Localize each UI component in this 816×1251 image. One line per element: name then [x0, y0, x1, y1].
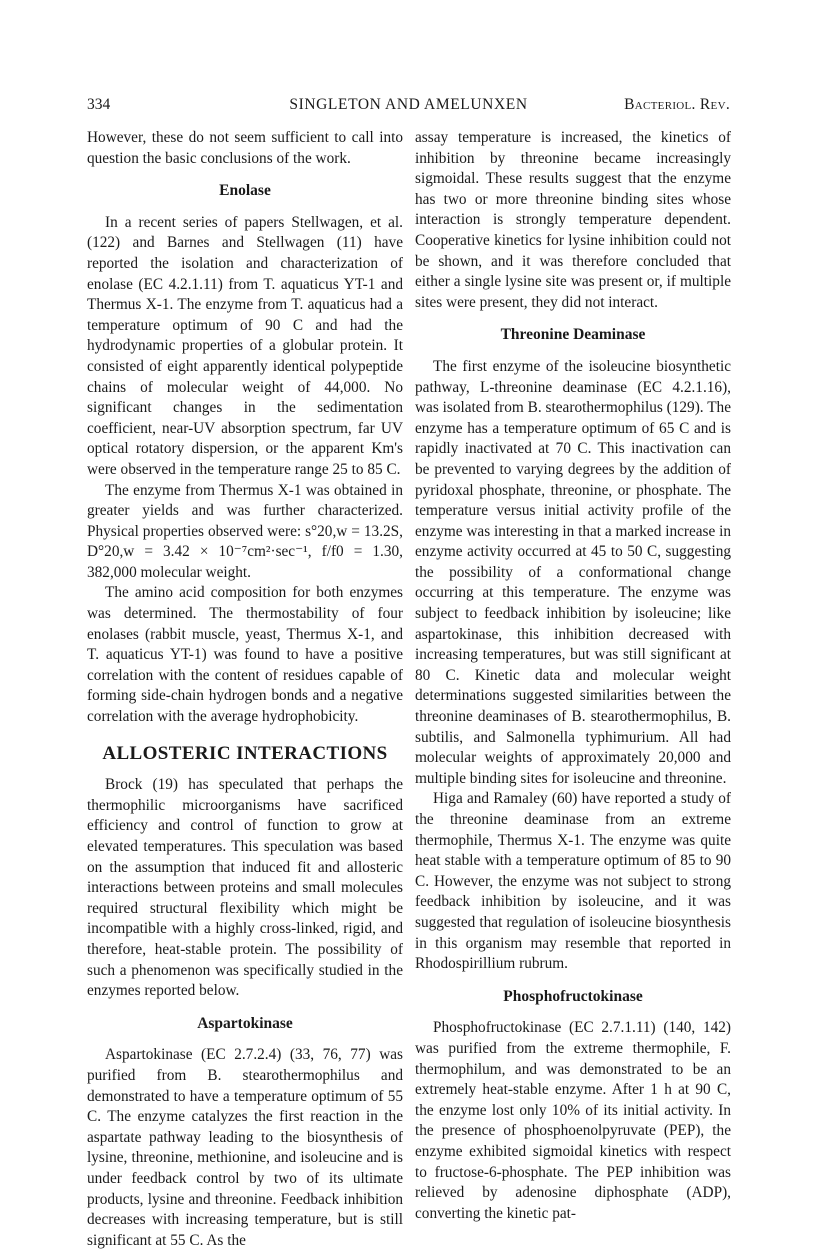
- right-column: [415, 128, 731, 1224]
- left-column: [87, 128, 403, 1251]
- section-heading-threonine-deaminase: Threonine Deaminase: [500, 326, 646, 344]
- page-number: 334: [87, 96, 111, 113]
- section-heading-enolase: Enolase: [219, 182, 271, 200]
- threonine-paragraph-2: Higa and Ramaley (60) have reported a study of the threonine deaminase from an extreme thermophile, Thermus X-1. The enzyme was quite heat stable with a temperature optimum of 85 to 90 C. However, the enzyme was not subject to strong feedback inhibition by isoleucine, and it was suggested that regulation of isoleucine biosynthesis in this organism may resemble that reported in Rhodospirillium rubrum.: [415, 790, 731, 973]
- section-heading-phosphofructokinase: Phosphofructokinase: [503, 987, 643, 1005]
- running-header: [87, 96, 730, 118]
- section-heading-allosteric: ALLOSTERIC INTERACTIONS: [102, 742, 388, 764]
- phosphofructokinase-paragraph-1: Phosphofructokinase (EC 2.7.1.11) (140, 142) was purified from the extreme thermophile, F. thermophilum, and was demonstrated to be an extremely heat-stable enzyme. After 1 h at 90 C, the enzyme lost only 10% of its initial activity. In the presence of phosphoenolpyruvate (PEP), the enzyme exhibited sigmoidal kinetics with respect to fructose-6-phosphate. The PEP inhibition was relieved by adenosine diphosphate (ADP), converting the kinetic pat-: [415, 1019, 731, 1222]
- aspartokinase-continuation: assay temperature is increased, the kinetics of inhibition by threonine became increasingly sigmoidal. These results suggest that the enzyme has two or more threonine binding sites whose interaction is strongly temperature dependent. Cooperative kinetics for lysine inhibition could not be shown, and it was therefore concluded that either a single lysine site was present or, if multiple sites were present, they did not interact.: [415, 129, 731, 311]
- journal-name: Bacteriol. Rev.: [624, 96, 730, 113]
- threonine-paragraph-1: The first enzyme of the isoleucine biosynthetic pathway, L-threonine deaminase (EC 4.2.1.16), was isolated from B. stearothermophilus (129). The enzyme has a temperature optimum of 65 C and is rapidly inactivated at 70 C. This inactivation can be prevented to varying degrees by the addition of pyridoxal phosphate, threonine, or phosphate. The temperature versus initial activity profile of the enzyme was interesting in that a marked increase in enzyme activity occurred at 45 to 50 C, suggesting the possibility of a conformational change occurring at this temperature. The enzyme was subject to feedback inhibition by isoleucine; like aspartokinase, this inhibition decreased with increasing temperatures, but was still significant at 80 C. Kinetic data and molecular weight determinations suggested similarities between the threonine deaminases of B. stearothermophilus, B. subtilis, and Salmonella typhimurium. All had molecular weights of approximately 20,000 and multiple binding sites for isoleucine and threonine.: [415, 357, 732, 787]
- allosteric-paragraph-1: Brock (19) has speculated that perhaps the thermophilic microorganisms have sacrificed efficiency and control of function to grow at elevated temperatures. This speculation was based on the assumption that induced fit and allosteric interactions between proteins and small molecules required structural flexibility which might be incompatible with a highly cross-linked, rigid, and therefore, heat-stable protein. The possibility of such a phenomenon was specifically studied in the enzymes reported below.: [87, 776, 403, 1000]
- section-heading-aspartokinase: Aspartokinase: [197, 1014, 293, 1032]
- enolase-paragraph-3: The amino acid composition for both enzymes was determined. The thermostability of four enolases (rabbit muscle, yeast, Thermus X-1, and T. aquaticus YT-1) was found to have a positive correlation with the content of residues capable of forming side-chain hydrogen bonds and a negative correlation with the average hydrophobicity.: [87, 584, 403, 726]
- intro-paragraph: However, these do not seem sufficient to call into question the basic conclusions of the work.: [87, 129, 403, 167]
- enolase-paragraph-1: In a recent series of papers Stellwagen, et al. (122) and Barnes and Stellwagen (11) have reported the isolation and characterization of enolase (EC 4.2.1.11) from T. aquaticus YT-1 and Thermus X-1. The enzyme from T. aquaticus had a temperature optimum of 90 C and had the hydrodynamic properties of a globular protein. It consisted of eight apparently identical polypeptide chains of molecular weight of 44,000. No significant changes in the sedimentation coefficient, near-UV absorption spectrum, far UV optical rotatory dispersion, or the apparent Km's were observed in the temperature range 25 to 85 C.: [87, 213, 403, 478]
- aspartokinase-paragraph-1: Aspartokinase (EC 2.7.2.4) (33, 76, 77) was purified from B. stearothermophilus and demonstrated to have a temperature optimum of 55 C. The enzyme catalyzes the first reaction in the aspartate pathway leading to the biosynthesis of lysine, threonine, methionine, and isoleucine and is under feedback control by two of its ultimate products, lysine and threonine. Feedback inhibition decreases with increasing temperature, but is still significant at 55 C. As the: [87, 1046, 403, 1249]
- enolase-paragraph-2: The enzyme from Thermus X-1 was obtained in greater yields and was further characterized. Physical properties observed were: s°20,w = 13.2S, D°20,w = 3.42 × 10⁻⁷cm²·sec⁻¹, f/f0 = 1.30, 382,000 molecular weight.: [87, 481, 403, 581]
- running-title: SINGLETON AND AMELUNXEN: [289, 96, 528, 113]
